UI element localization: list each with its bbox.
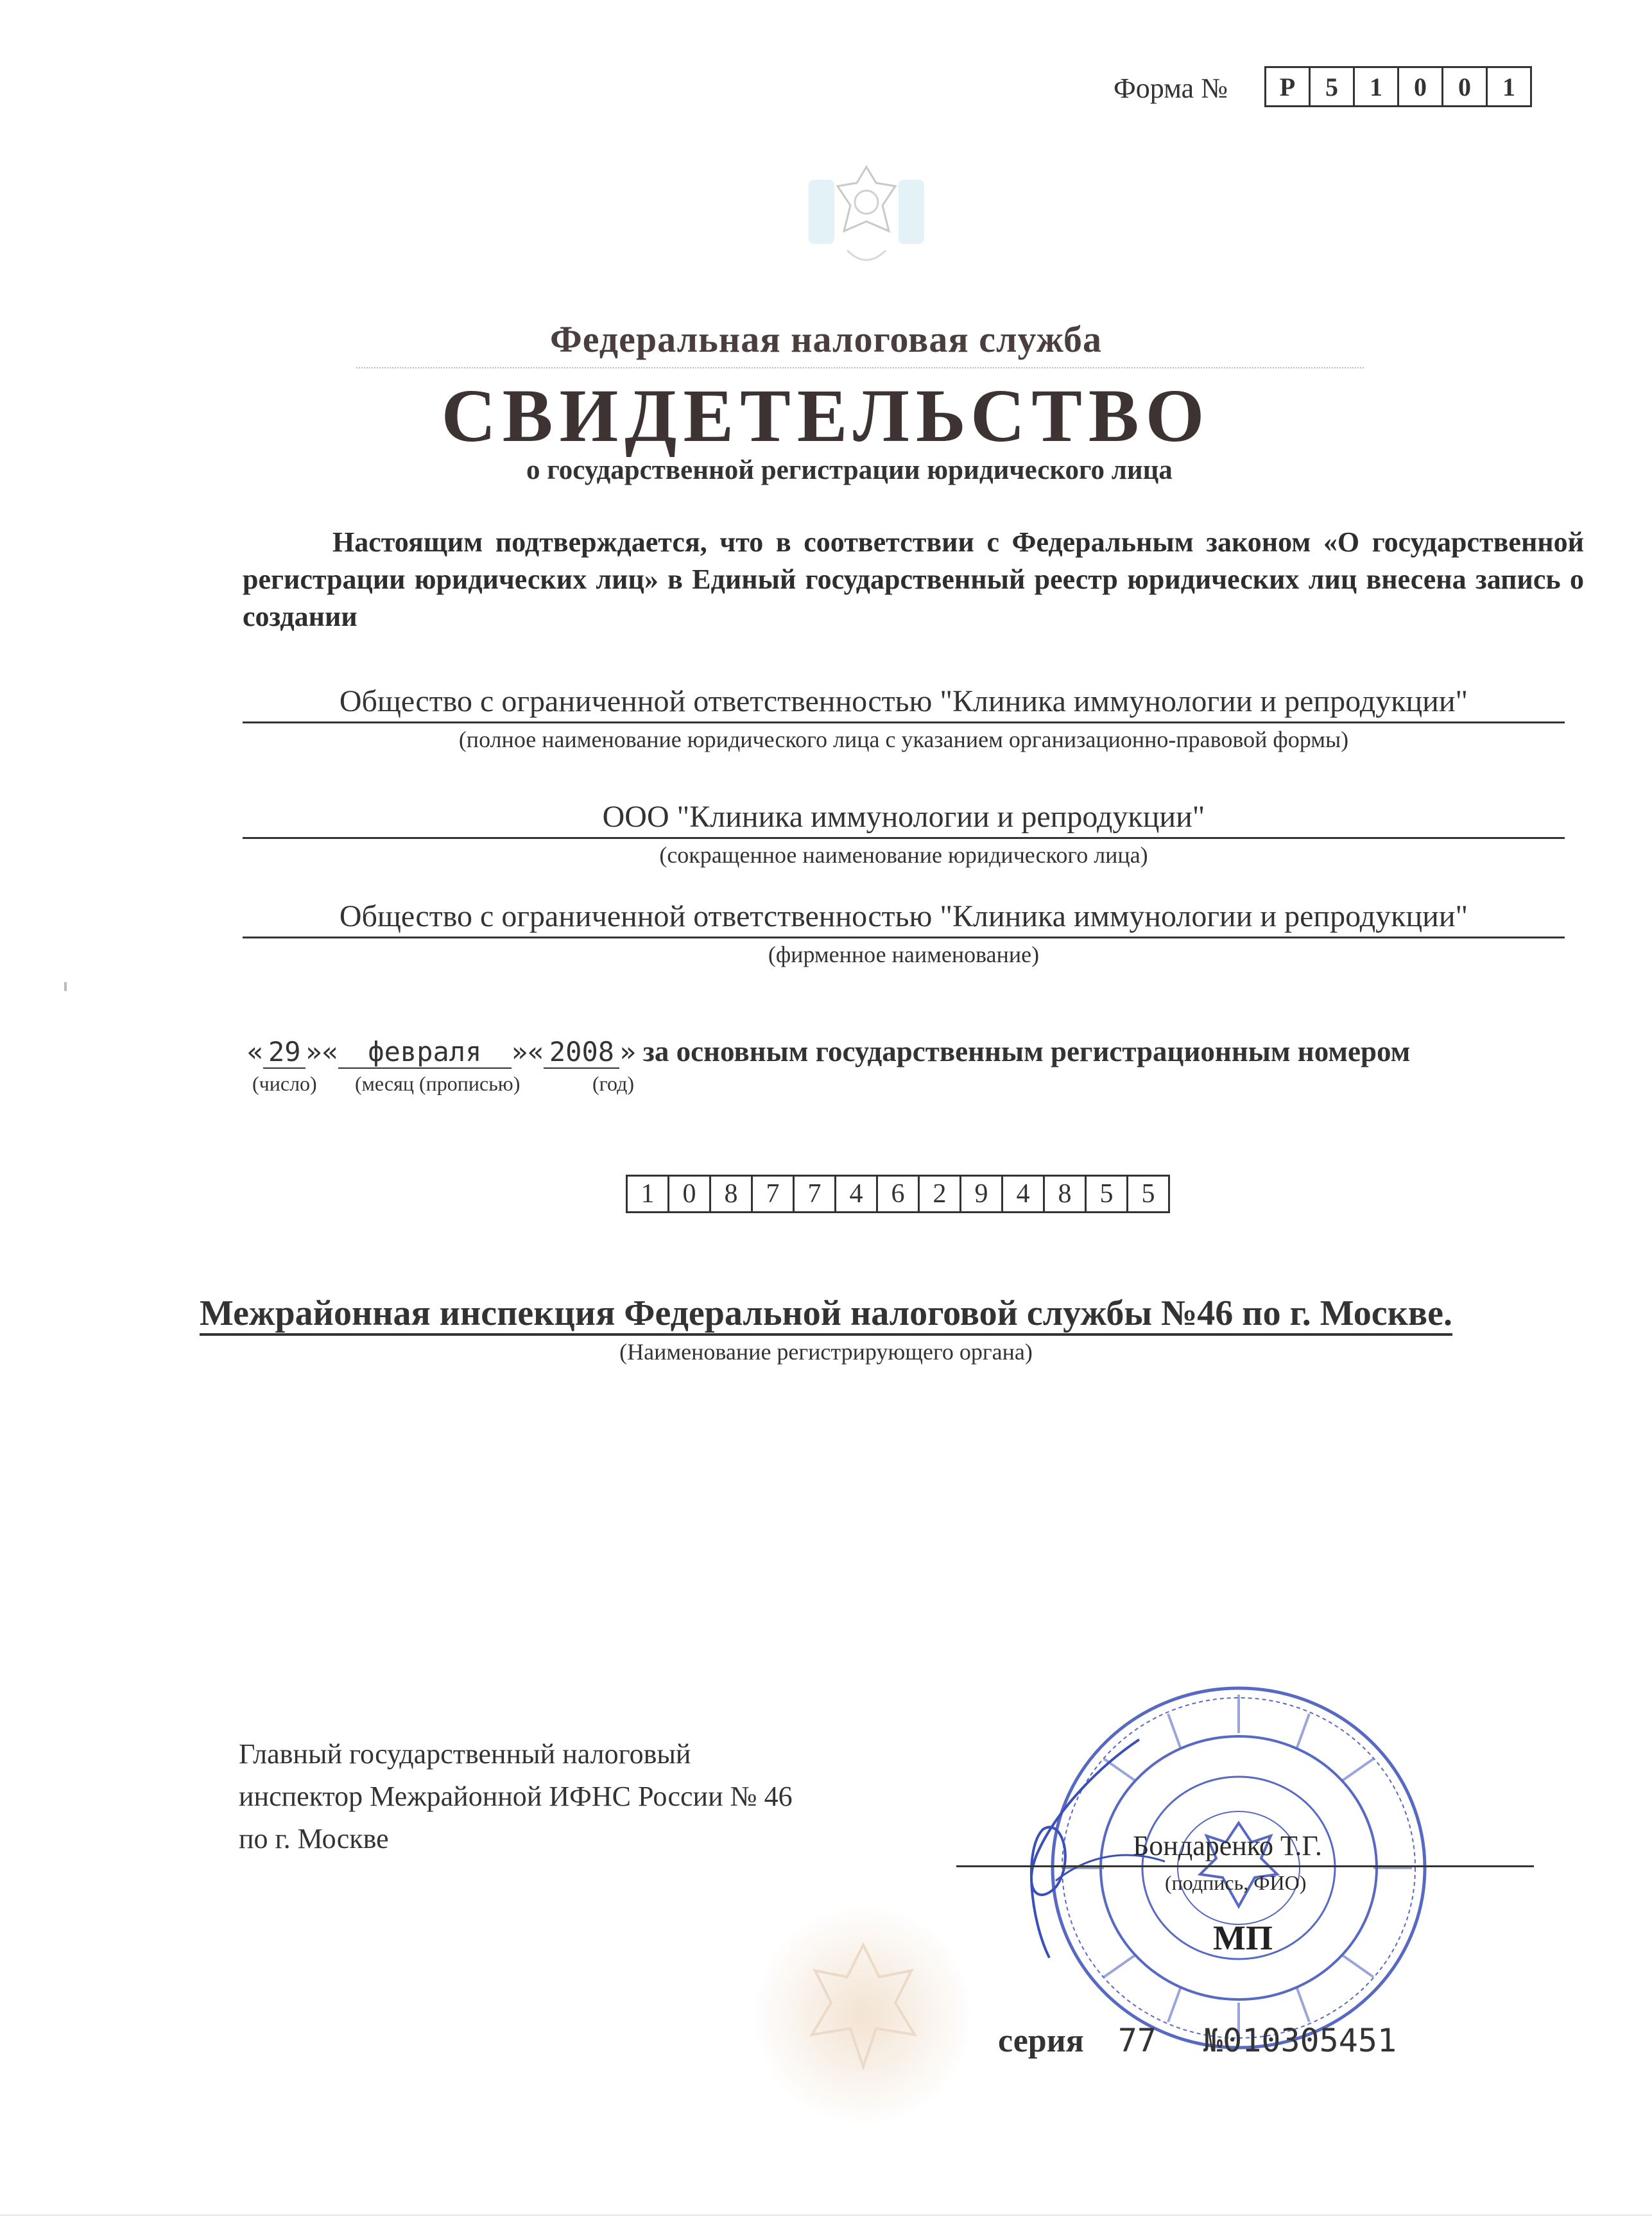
ogrn-number-cells — [626, 1175, 1170, 1213]
form-code-char: 0 — [1443, 68, 1488, 105]
firm-name-caption: (фирменное наименование) — [768, 942, 1040, 967]
registering-authority — [0, 1293, 1652, 1336]
firm-name-value: Общество с ограниченной ответственностью "Клиника иммунологии и репродукции" — [243, 899, 1565, 938]
signer-position-line: Главный государственный налоговый — [239, 1738, 691, 1770]
date-day: 29 — [263, 1036, 305, 1069]
intro-paragraph: Настоящим подтверждается, что в соответствии с Федеральным законом «О государственной регистрации юридических лиц» в Единый государственный реестр юридических лиц внесена запись о создании — [243, 526, 1584, 632]
authority-caption: (Наименование регистрирующего органа) — [619, 1339, 1033, 1365]
ogrn-digit: 0 — [669, 1177, 711, 1211]
title-divider — [356, 367, 1364, 368]
signature-line — [956, 1865, 1534, 1867]
form-code-cells — [1264, 66, 1532, 107]
document-subtitle: о государственной регистрации юридического лица — [526, 455, 1173, 485]
signature-caption: (подпись, ФИО) — [1165, 1871, 1307, 1894]
form-code-char: 0 — [1399, 68, 1443, 105]
ogrn-digit: 7 — [795, 1177, 836, 1211]
quote-close: »« — [511, 1036, 544, 1067]
ogrn-digit: 8 — [711, 1177, 753, 1211]
ogrn-digit: 8 — [1045, 1177, 1087, 1211]
ogrn-digit: 5 — [1141, 1179, 1155, 1209]
full-name-field — [243, 684, 1565, 753]
date-month: февраля — [338, 1036, 512, 1069]
date-day-caption: (число) — [252, 1072, 317, 1095]
ogrn-digit: 1 — [628, 1177, 669, 1211]
signer-position-line: инспектор Межрайонной ИФНС России № 46 — [239, 1781, 793, 1812]
serial-label: серия — [998, 2023, 1084, 2059]
firm-name-field — [243, 899, 1565, 968]
scan-artifact — [0, 2215, 1652, 2216]
authority-name: Межрайонная инспекция Федеральной налоговой службы №46 по г. Москве. — [200, 1293, 1452, 1336]
full-name-value: Общество с ограниченной ответственностью "Клиника иммунологии и репродукции" — [243, 684, 1565, 723]
short-name-value: ООО "Клиника иммунологии и репродукции" — [243, 799, 1565, 839]
ogrn-digit: 4 — [1003, 1177, 1045, 1211]
signer-position — [239, 1733, 793, 1860]
serial-series: 77 — [1117, 2022, 1157, 2059]
short-name-caption: (сокращенное наименование юридического лица) — [659, 842, 1148, 868]
ogrn-digit: 4 — [836, 1177, 878, 1211]
date-year: 2008 — [544, 1036, 619, 1069]
short-name-field — [243, 799, 1565, 868]
signer-name: Бондаренко Т.Г. — [1133, 1830, 1322, 1861]
ogrn-digit: 5 — [1087, 1177, 1128, 1211]
quote-open: « — [247, 1036, 264, 1067]
agency-title: Федеральная налоговая служба — [549, 318, 1103, 360]
form-code-char: 1 — [1502, 72, 1515, 101]
ogrn-digit: 2 — [920, 1177, 961, 1211]
ogrn-digit: 6 — [878, 1177, 920, 1211]
seal-mark: МП — [1213, 1919, 1273, 1957]
document-title: СВИДЕТЕЛЬСТВО — [441, 374, 1211, 458]
full-name-caption: (полное наименование юридического лица с указанием организационно-правовой формы) — [458, 727, 1349, 752]
signer-position-line: по г. Москве — [239, 1823, 389, 1854]
state-emblem-icon — [802, 160, 931, 276]
form-number-label: Форма № — [1114, 73, 1228, 104]
form-code-char: 1 — [1355, 68, 1399, 105]
form-code-char: Р — [1266, 68, 1311, 105]
quote-close: » — [619, 1036, 636, 1067]
date-year-caption: (год) — [592, 1072, 634, 1095]
serial-number: №010305451 — [1203, 2022, 1397, 2059]
ogrn-lead-text: за основным государственным регистрационным номером — [642, 1035, 1411, 1067]
form-code-char: 5 — [1311, 68, 1355, 105]
quote-close: »« — [305, 1036, 338, 1067]
registration-date-row — [247, 1035, 1410, 1069]
ogrn-digit: 7 — [753, 1177, 795, 1211]
watermark-emblem-icon — [748, 1900, 979, 2131]
scan-artifact — [64, 982, 67, 991]
ogrn-digit: 9 — [961, 1177, 1003, 1211]
certificate-serial — [998, 2022, 1397, 2060]
date-month-caption: (месяц (прописью) — [355, 1072, 521, 1095]
